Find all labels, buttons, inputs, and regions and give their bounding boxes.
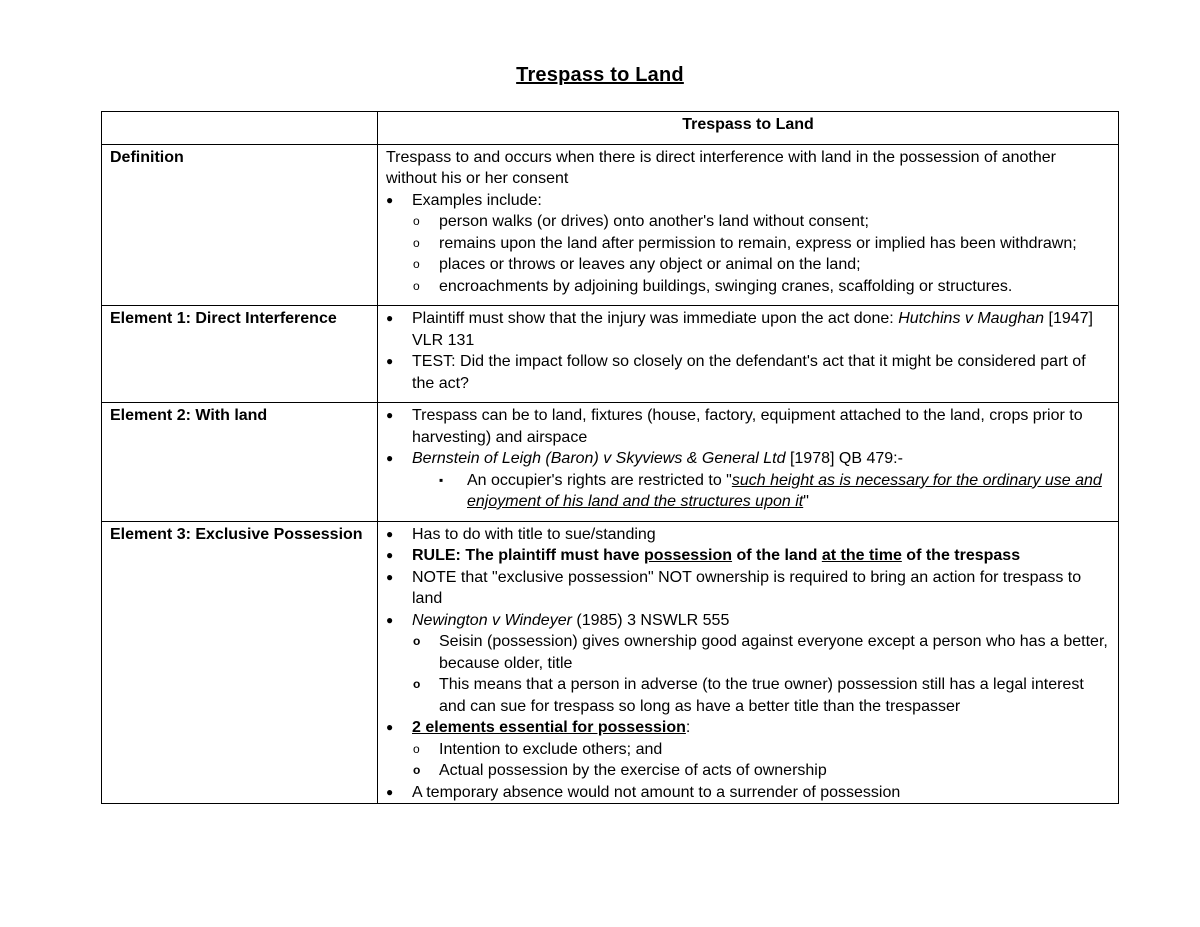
list-item: ● Has to do with title to sue/standing (386, 524, 1110, 546)
header-cell-topic: Trespass to Land (378, 112, 1119, 145)
list-item: o places or throws or leaves any object or animal on the land; (386, 254, 1110, 276)
list-item: ● RULE: The plaintiff must have possession of the land at the time of the trespass (386, 545, 1110, 567)
bullet-dot-icon: ● (386, 408, 394, 422)
row-content-element-3 (378, 521, 1119, 804)
list-item: o person walks (or drives) onto another's land without consent; (386, 211, 1110, 233)
row-content-element-1 (378, 306, 1119, 403)
list-item: ● TEST: Did the impact follow so closely on the defendant's act that it might be considered part of the act? (386, 353, 1086, 392)
case-name: Newington v Windeyer (412, 611, 572, 629)
bullet-circle-icon: o (413, 214, 420, 228)
list-item: ● Newington v Windeyer (1985) 3 NSWLR 555 (386, 610, 1110, 632)
bullet-dot-icon: ● (386, 784, 394, 799)
header-cell-empty (102, 112, 378, 145)
row-content-element-2 (378, 403, 1119, 522)
table-row-element-1 (102, 306, 1119, 403)
bullet-dot-icon: ● (386, 354, 394, 368)
bullet-circle-icon: o (413, 634, 421, 648)
page-title: Trespass to Land (516, 64, 684, 86)
list-item: ▪ An occupier's rights are restricted to "such height as is necessary for the ordinary use and enjoyment of his land and the structures upon it" (439, 471, 1102, 510)
bullet-dot-icon: ● (386, 569, 394, 584)
table-row-element-2 (102, 403, 1119, 522)
list-item: ● Examples include: (386, 190, 1110, 212)
list-item: o Intention to exclude others; and (386, 739, 1110, 761)
list-item: ● 2 elements essential for possession: (386, 717, 1110, 739)
row-label-element-3: Element 3: Exclusive Possession (102, 521, 378, 804)
table-header-row (102, 112, 1119, 145)
definition-text: Trespass to and occurs when there is direct interference with land in the possession of another without his or her consent (386, 148, 1056, 187)
row-label-definition: Definition (102, 144, 378, 306)
list-item: ● NOTE that "exclusive possession" NOT ownership is required to bring an action for trespass to land (386, 568, 1082, 607)
notes-table (101, 111, 1119, 804)
table-row-element-3 (102, 521, 1119, 804)
bullet-dot-icon: ● (386, 548, 394, 562)
bullet-circle-icon: o (413, 763, 421, 777)
bullet-dot-icon: ● (386, 192, 394, 207)
bullet-dot-icon: ● (386, 612, 394, 627)
list-item: o This means that a person in adverse (to the true owner) possession still has a legal interest and can sue for trespass so long as have a better title than the trespasser (413, 676, 1084, 715)
list-item: ● Plaintiff must show that the injury was immediate upon the act done: Hutchins v Maughan [1947] VLR 131 (386, 310, 1093, 349)
bullet-dot-icon: ● (386, 720, 394, 734)
list-item: ● A temporary absence would not amount to a surrender of possession (386, 782, 1110, 804)
row-label-element-1: Element 1: Direct Interference (102, 306, 378, 403)
quote-text: such height as is necessary for the ordinary use and enjoyment of his land and the structures upon it (467, 471, 1102, 510)
list-item: o remains upon the land after permission to remain, express or implied has been withdrawn; (386, 233, 1110, 255)
bullet-dot-icon: ● (386, 451, 394, 465)
bullet-circle-icon: o (413, 741, 420, 756)
list-item: ● Bernstein of Leigh (Baron) v Skyviews & General Ltd [1978] QB 479:- (386, 448, 1110, 470)
bullet-circle-icon: o (413, 278, 420, 293)
case-name: Bernstein of Leigh (Baron) v Skyviews & General Ltd (412, 450, 786, 467)
row-label-element-2: Element 2: With land (102, 403, 378, 522)
table-row-definition (102, 144, 1119, 306)
bullet-dot-icon: ● (386, 311, 394, 325)
bullet-circle-icon: o (413, 677, 421, 691)
list-item: o Actual possession by the exercise of acts of ownership (386, 760, 1110, 782)
case-name: Hutchins v Maughan (898, 310, 1045, 327)
row-content-definition (378, 144, 1119, 306)
bullet-square-icon: ▪ (439, 472, 444, 487)
list-item: ● Trespass can be to land, fixtures (house, factory, equipment attached to the land, crops prior to harvesting) and airspace (386, 407, 1083, 446)
list-item: o encroachments by adjoining buildings, swinging cranes, scaffolding or structures. (386, 276, 1110, 298)
bullet-circle-icon: o (413, 257, 420, 271)
bullet-dot-icon: ● (386, 526, 394, 541)
list-item: o Seisin (possession) gives ownership good against everyone except a person who has a better, because older, title (413, 633, 1108, 672)
bullet-circle-icon: o (413, 235, 420, 250)
